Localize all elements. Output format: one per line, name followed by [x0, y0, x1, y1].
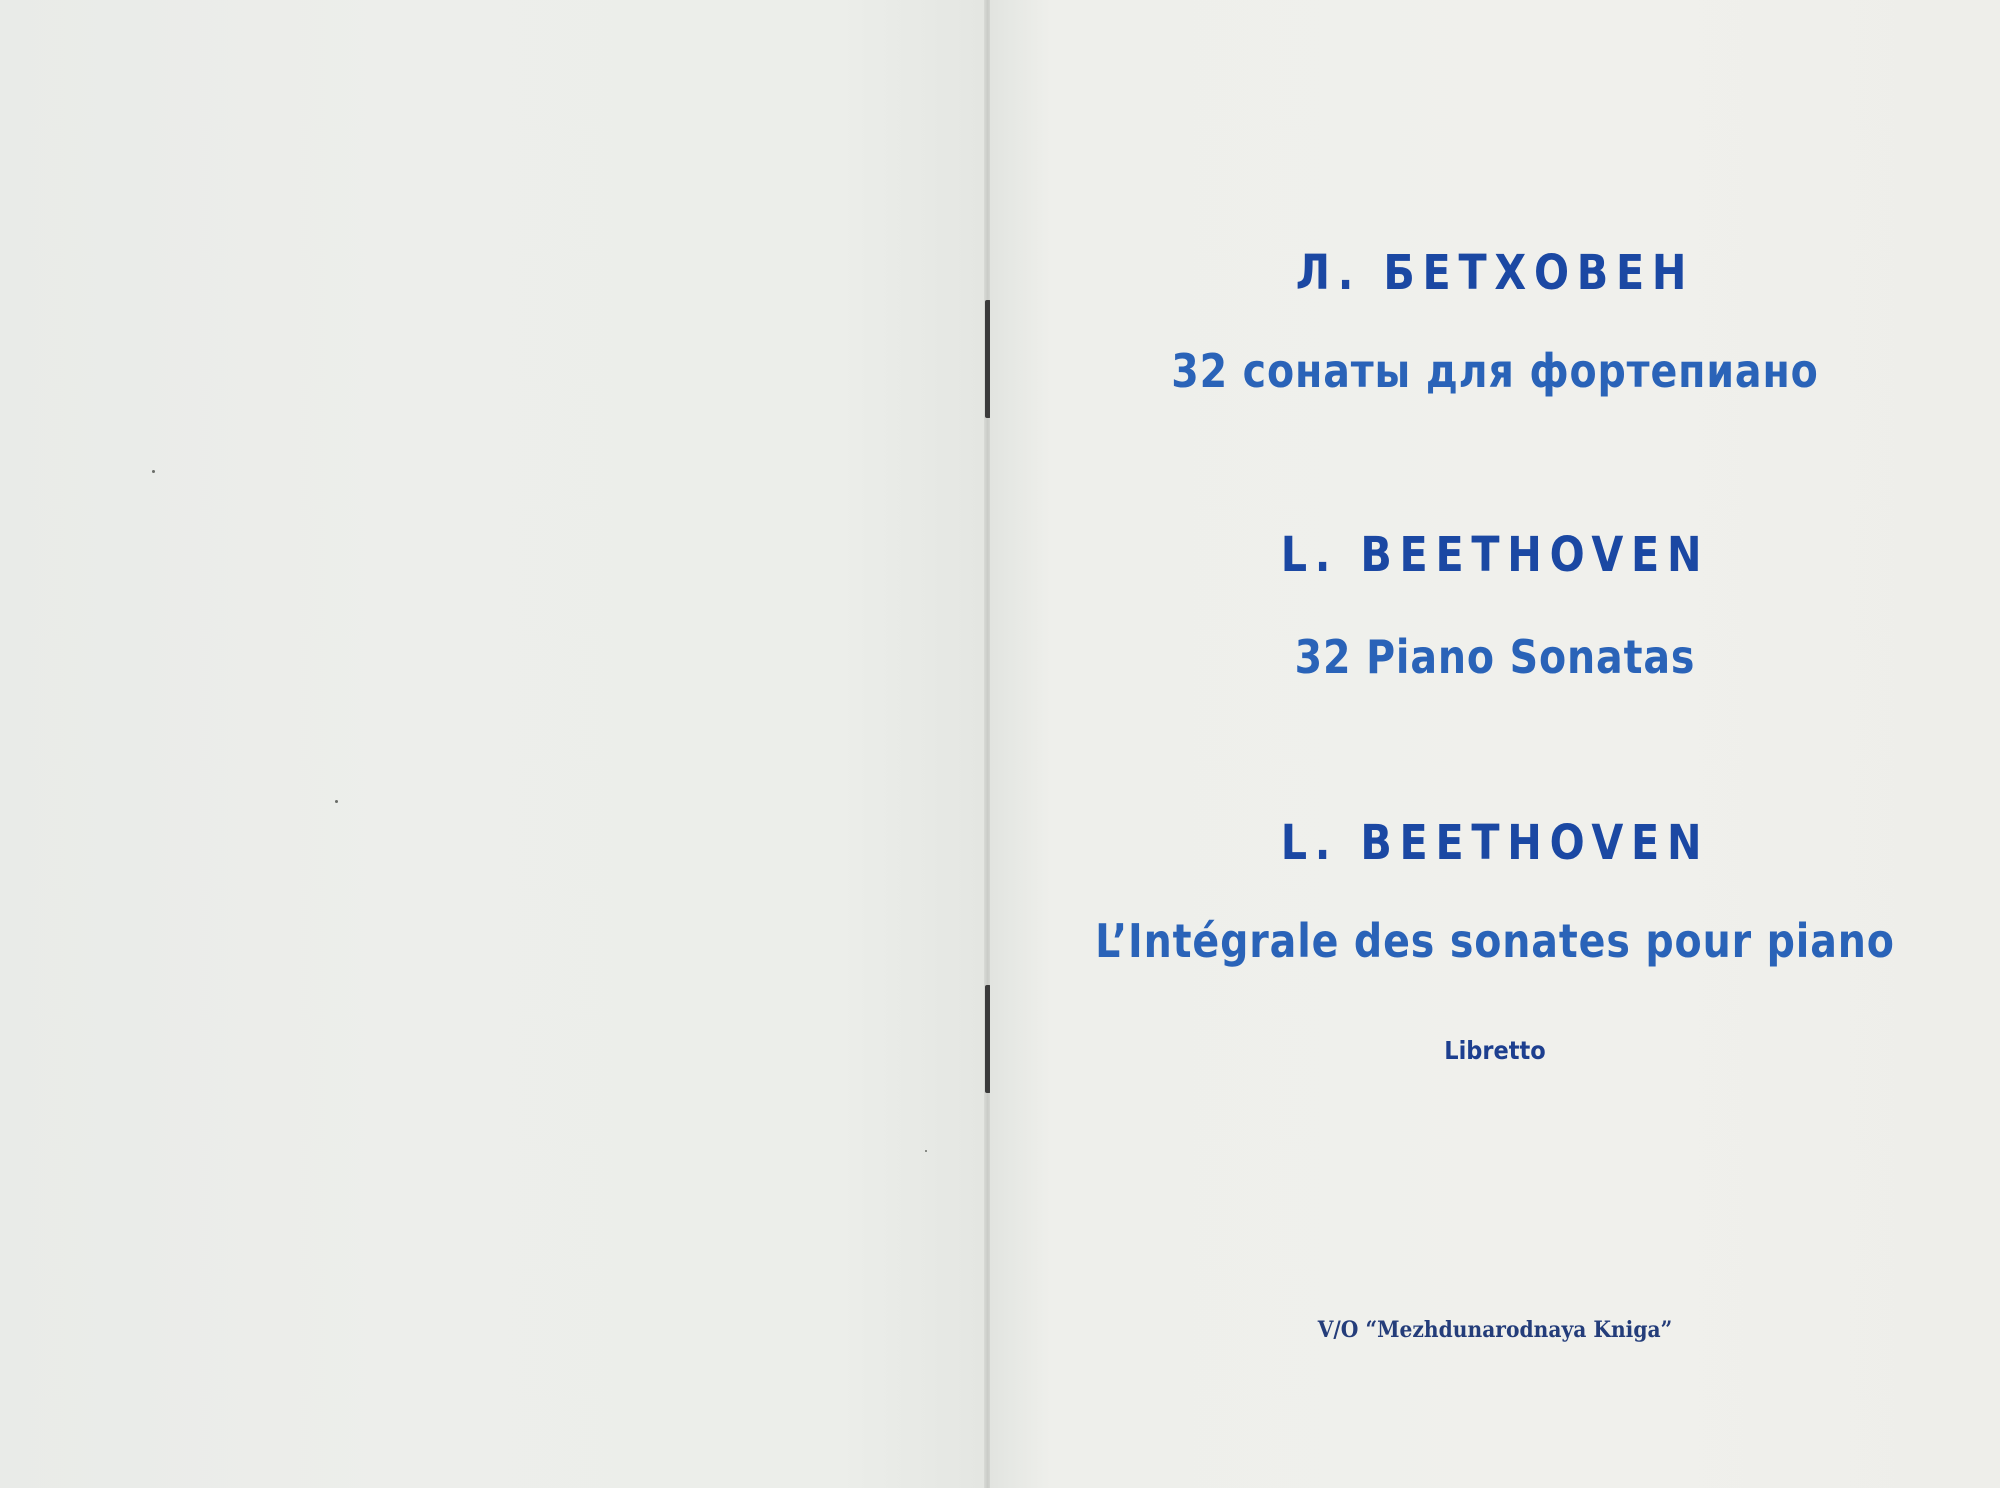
composer-russian: Л. БЕТХОВЕН — [1295, 245, 1695, 301]
paper-speck — [152, 470, 155, 473]
title-russian: 32 сонаты для фортепиано — [1171, 344, 1819, 398]
paper-speck — [335, 800, 338, 803]
composer-french: L. BEETHOVEN — [1280, 815, 1710, 871]
title-english: 32 Piano Sonatas — [1294, 630, 1696, 684]
publisher-line: V/O “Mezhdunarodnaya Kniga” — [1317, 1317, 1673, 1343]
left-blank-page — [0, 0, 985, 1488]
libretto-label: Libretto — [1444, 1036, 1546, 1065]
composer-english: L. BEETHOVEN — [1280, 527, 1710, 583]
title-page — [990, 0, 2000, 1488]
paper-speck — [925, 1150, 927, 1152]
title-french: L’Intégrale des sonates pour piano — [1095, 914, 1895, 968]
